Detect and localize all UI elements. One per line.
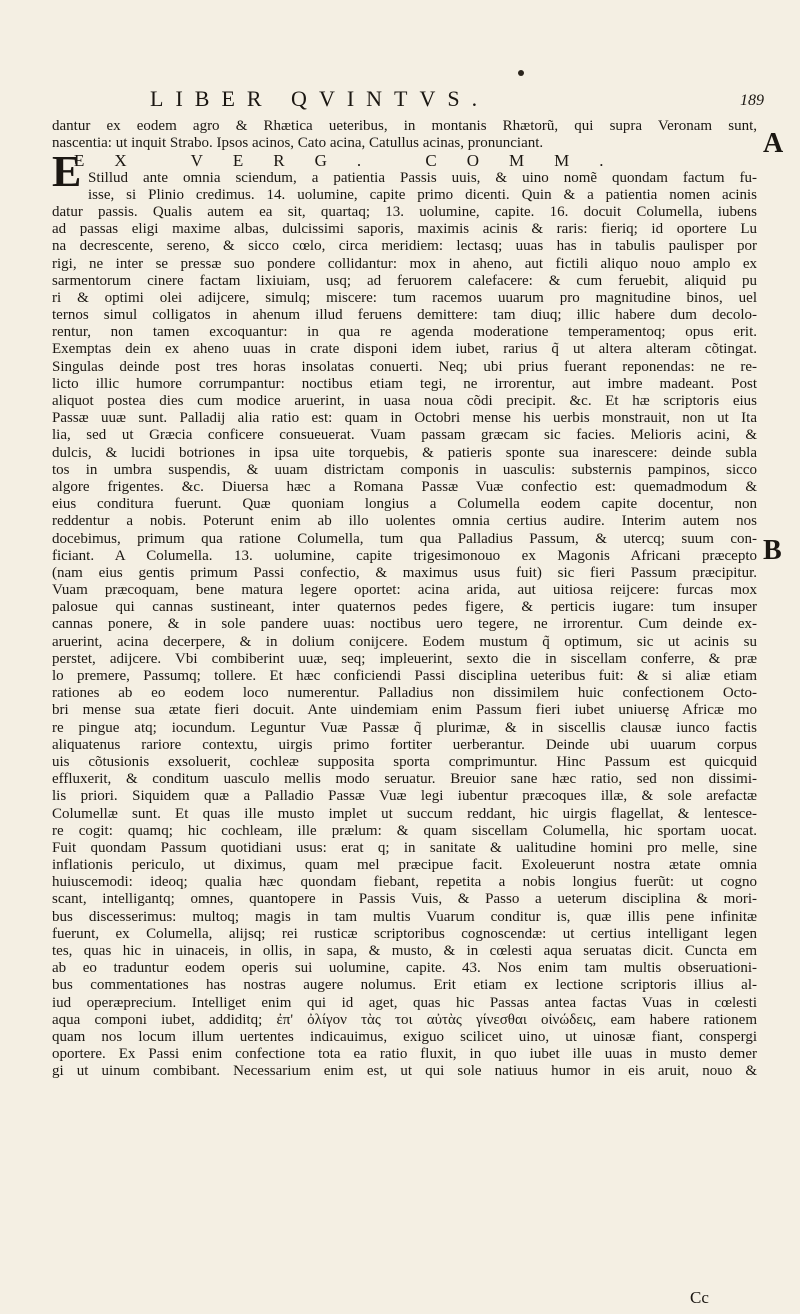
text-line: cannas ponere, & in sole pandere uuas: noctibus uero tegere, ne irrorentur. Cum deinde ex- xyxy=(52,616,757,633)
running-head: LIBER QVINTVS. xyxy=(150,86,490,111)
text-line: dulcis, & lucidi botriones in ipsa uite torquebis, & patieris sponte sua inarescere: deinde subla xyxy=(52,444,757,461)
folio-number: 189 xyxy=(740,92,764,109)
text-line: quam nos locum illum uertentes indicauimus, exiguo scilicet uino, ut uinosæ fiant, conspergi xyxy=(52,1028,757,1045)
text-line: lis priori. Siquidem quæ a Palladio Passæ Vuæ legi iubentur præcoques illæ, & sole arefactæ xyxy=(52,788,757,805)
section-heading: EX VERG. COMM. xyxy=(74,151,634,171)
text-line: aqua componi iubet, addiditq; ἐπ' ὀλίγον τὰς τοι αὐτὰς γίνεσθαι οἰνώδεις, eam habere rationem xyxy=(52,1011,757,1028)
text-line: bri mense sua ætate fieri docuit. Ante uindemiam enim Passum fieri iubet uniuersę Africæ mo xyxy=(52,702,757,719)
text-line: eius conditura fuerunt. Quæ quoniam longius a Columella eodem capite docentur, non xyxy=(52,496,757,513)
text-line: ab eo traduntur eodem operis sui uolumine, capite. 43. Nos enim tam multis obseruationi- xyxy=(52,960,757,977)
text-line: (nam eius gentis primum Passi confectio, & maximus usus fuit) sic fieri Passum præcipitur. xyxy=(52,564,757,581)
text-line: rationes ab eo eodem loco numerentur. Palladius non dissimilem huic confectionem Octo- xyxy=(52,685,757,702)
margin-letter-b: B xyxy=(763,535,782,566)
text-line: fuerunt, ex Columella, alijsq; rei rusticæ scriptoribus cognoscendæ: ut certius intelligant legen xyxy=(52,925,757,942)
text-line: ri & optimi olei adijcere, simulq; miscere: tum racemos uuarum pro magnitudine binos, uel xyxy=(52,289,757,306)
text-line: oportere. Ex Passi enim confectione tota ea ratio fluxit, in quo iubet ille uuas in musto demer xyxy=(52,1046,757,1063)
text-line: re cogit: quamq; hic cochleam, ille prælum: & quam siscellam Columella, hic sportam uocat. xyxy=(52,822,757,839)
text-line: Vuam præcoquam, bene matura legere oportet: acina arida, aut uitiosa reijcere: furcas mox xyxy=(52,582,757,599)
text-line: lia, sed ut Græcia conficere consueuerat. Vuam passam græcam sic facies. Melioris acini, & xyxy=(52,427,757,444)
text-line: aliquot postea dies cum modice aruerint, in uasa noua cõdi precipit. &c. Et hæ scriptoris eius xyxy=(52,393,757,409)
text-line: re pingue atq; iocundum. Leguntur Vuæ Passæ q̃ plurimæ, & in siscellis clausæ iunco factis xyxy=(52,719,757,736)
text-line: ficiant. A Columella. 13. uolumine, capite trigesimonouo ex Magonis Africani præcepto xyxy=(52,547,757,564)
text-line: reddentur a nobis. Poterunt enim ab illo uolentes omnia certius audire. Interim autem nos xyxy=(52,513,757,530)
drop-capital: E xyxy=(52,147,82,196)
text-line: perstet, adijcere. Vbi combiberint uuæ, seq; impleuerint, sexto die in siscellam conferre, & præ xyxy=(52,650,757,667)
text-line: nascentia: ut inquit Strabo. Ipsos acinos, Cato acina, Catullus acinas, pronunciant. xyxy=(52,135,544,152)
text-line: licto illic humore corrumpantur: noctibus etiam tegi, ne irrorentur, aut imbre madeant. Post xyxy=(52,375,757,392)
text-line: datur passis. Qualis autem ea sit, quartaq; 13. uolumine, capite. 16. docuit Columella, iubens xyxy=(52,203,757,220)
ink-dot xyxy=(518,70,524,76)
text-line: dantur ex eodem agro & Rhætica ueteribus, in montanis Rhætorũ, qui supra Veronam sunt, xyxy=(52,118,757,134)
text-line: Exemptas dein ex aheno uuas in crate disponi idem iubet, rarius q̃ ut altera alteram cõtingat. xyxy=(52,341,757,358)
text-line: Fuit quondam Passum quotidiani usus: erat q; in sanitate & ualitudine homini pro melle, sine xyxy=(52,839,757,856)
text-line: algore frigentes. &c. Diuersa hæc a Romana Passæ Vuæ confectio est: quemadmodum & xyxy=(52,478,757,495)
text-line: aruerint, acina decerpere, & in dolium conijcere. Eodem mustum q̃ optimum, sic ut acinis su xyxy=(52,633,757,650)
text-line: Singulas deinde post tres horas insolatas conuerti. Neq; ubi prius fuerant reponendas: ne re- xyxy=(52,358,757,375)
text-line xyxy=(52,1098,757,1115)
text-line: iud operæprecium. Intelliget enim qui id aget, quas hic Passas antea factas Vuas in cœlesti xyxy=(52,994,757,1011)
text-line xyxy=(52,1081,757,1098)
margin-letter-a: A xyxy=(763,128,784,159)
catchword: Cc xyxy=(690,1288,709,1307)
text-line: scant, intelligantq; omnes, quantopere in Passis Vuis, & Passo a ueterum disciplina & mori- xyxy=(52,891,757,908)
text-line: Passæ uuæ sunt. Palladij alia ratio est: quam in Octobri mense his uerbis monstrauit, non ut Ita xyxy=(52,410,757,427)
text-line: aliquatenus rariore contextu, uirgis primo fortiter uerberantur. Deinde ubi uuarum corpus xyxy=(52,736,757,753)
text-line: bus discesserimus: multoq; magis in tam multis Vuarum conditur is, quæ illis pene infinitæ xyxy=(52,908,757,925)
text-line: tes, quas hic in uinaceis, in ollis, in sapa, & musto, & in cœlesti aqua seruatas dicit. Cuncta em xyxy=(52,943,757,959)
text-line: sarmentorum cinere factam lixiuiam, usq; ad feruorem calefacere: & cum feruebit, aliquid pu xyxy=(52,272,757,289)
text-line: huiuscemodi: ideoq; qualia hæc quondam fiebant, repetita a nobis longius fuerũt: ut cogno xyxy=(52,874,757,891)
text-line: gi ut uinum combibant. Necessarium enim est, ut qui sole natiuus humor in eis aruit, nouo & xyxy=(52,1063,757,1080)
text-line: na decrescente, sereno, & sicco cœlo, circa meridiem: lectasq; uuas has in tabulis paulisper por xyxy=(52,238,757,255)
text-line: Columellæ sunt. Et quas ille musto implet ut succum reddant, hic uirgis flagellat, & lentesce- xyxy=(52,805,757,822)
text-line: effluxerit, & conditum uasculo mellis modo seruatur. Breuior sane hæc ratio, sed non dissimi- xyxy=(52,771,757,788)
text-line: rigi, ne inter se pressæ suo pondere collidantur: mox in aheno, aut fictili aliquo nouo amplo ex xyxy=(52,255,757,272)
text-line: palosue qui cannas sustineant, inter quaternos pedes figere, & perticis iugare: tum insuper xyxy=(52,599,757,616)
text-line: docebimus, primum qua ratione Columella, tum qua Palladius Passum, & utercq; suum con- xyxy=(52,530,757,547)
text-line: ternos simul colligatos in ahenum illud feruens demittere: tam diuq; illic habere dum decolo- xyxy=(52,307,757,324)
text-line: tos in umbra suspendis, & uuam districtam componis in uasculis: substernis pampinos, sicco xyxy=(52,461,757,478)
text-body xyxy=(52,118,757,1115)
text-line: isse, si Plinio credimus. 14. uolumine, capite primo dicenti. Quin & a patientia nomen acinis xyxy=(88,186,757,203)
text-line: lo premere, Passumq; tollere. Et hæc conficiendi Passi disciplina ueteribus fuit: & si aliæ etiam xyxy=(52,668,757,684)
text-line: inflationis periculo, ut diximus, quam mel præcipue facit. Exoleuerunt nostra ætate omnia xyxy=(52,857,757,874)
text-line: uis cõtusionis exsoluerit, cochleæ supposita sporta comprimuntur. Hinc Passum est quicquid xyxy=(52,753,757,770)
text-line: Stillud ante omnia sciendum, a patientia Passis uuis, & uino nomẽ quondam factum fu- xyxy=(88,169,757,186)
text-line: ad passas eligi maxime albas, dulcissimi saporis, maximis acinis & raris: fieriq; id oportere Lu xyxy=(52,221,757,238)
text-line: rentur, non tamen excoquantur: in qua re agenda moderatione temperamentoq; opus erit. xyxy=(52,324,757,341)
text-line: bus commentationes has nostras augere nolumus. Erit etiam ex lectione scriptoris illius al- xyxy=(52,977,757,994)
